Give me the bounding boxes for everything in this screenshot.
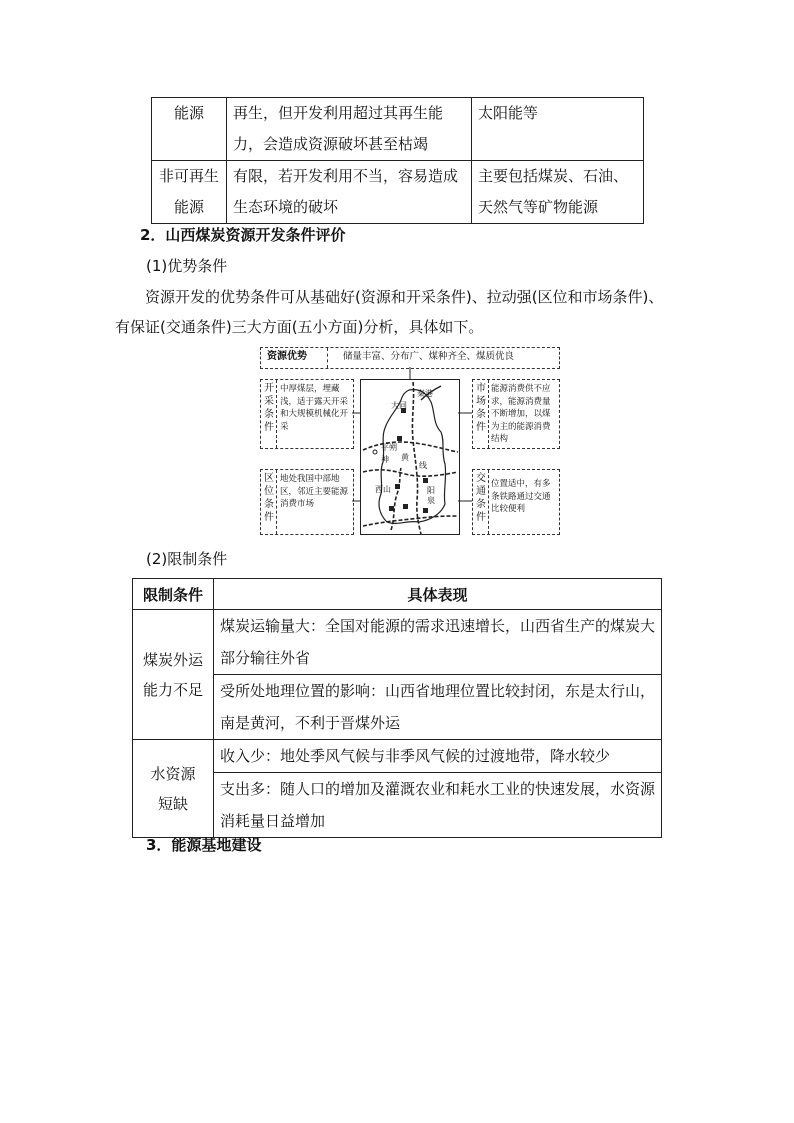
detail-cell: 收入少：地处季风气候与非季风气候的过渡地带，降水较少 bbox=[214, 740, 662, 773]
energy-feature-cell: 再生，但开发利用超过其再生能力，会造成资源破坏甚至枯竭 bbox=[227, 98, 472, 161]
location-text: 地处我国中部地区，邻近主要能源消费市场 bbox=[280, 474, 349, 509]
map-label-xishan: 西山 bbox=[375, 485, 391, 494]
market-box bbox=[472, 379, 560, 449]
shanxi-coal-diagram bbox=[260, 347, 560, 535]
map-label-yangquan: 阳泉 bbox=[427, 486, 435, 505]
energy-example-cell: 太阳能等 bbox=[472, 98, 644, 161]
energy-table bbox=[151, 97, 644, 224]
energy-type-cell: 能源 bbox=[152, 98, 227, 161]
map-label-pingshuo: 平朔 bbox=[381, 443, 397, 452]
map-label-qinhuangdao: 秦港 bbox=[417, 389, 433, 398]
map-label-datong: 大同 bbox=[391, 401, 407, 410]
market-label: 市场条件 bbox=[476, 383, 486, 433]
table-row bbox=[133, 610, 662, 675]
mining-text: 中厚煤层，埋藏浅，适于露天开采和大规模机械化开采 bbox=[280, 384, 349, 432]
market-text: 能源消费供不应求，能源消费量不断增加，以煤为主的能源消费结构 bbox=[491, 384, 551, 444]
table-row bbox=[152, 161, 644, 224]
detail-cell: 支出多：随人口的增加及灌溉农业和耗水工业的快速发展，水资源消耗量日益增加 bbox=[214, 773, 662, 838]
transport-box bbox=[472, 469, 560, 535]
detail-cell: 煤炭运输量大：全国对能源的需求迅速增长，山西省生产的煤炭大部分输往外省 bbox=[214, 610, 662, 675]
paragraph: 资源开发的优势条件可从基础好(资源和开采条件)、拉动强(区位和市场条件)、有保证(交通条件)三大方面(五小方面)分析，具体如下。 bbox=[115, 288, 664, 336]
resource-box bbox=[260, 347, 560, 369]
category-cell: 水资源短缺 bbox=[150, 764, 196, 813]
transport-label: 交通条件 bbox=[476, 473, 486, 523]
energy-example-cell: 主要包括煤炭、石油、天然气等矿物能源 bbox=[472, 161, 644, 224]
column-header: 具体表现 bbox=[214, 579, 662, 610]
map-label-huang: 黄 bbox=[401, 453, 409, 462]
subheading-advantages: (1)优势条件 bbox=[146, 257, 228, 275]
resource-label: 资源优势 bbox=[267, 351, 307, 362]
section-heading: 2．山西煤炭资源开发条件评价 bbox=[140, 226, 346, 244]
column-header: 限制条件 bbox=[133, 579, 214, 610]
table-row bbox=[152, 98, 644, 161]
transport-text: 位置适中，有多条铁路通过交通比较便利 bbox=[491, 479, 551, 514]
energy-feature-cell: 有限，若开发利用不当，容易造成生态环境的破坏 bbox=[227, 161, 472, 224]
mining-label: 开采条件 bbox=[264, 383, 274, 433]
resource-text: 储量丰富、分布广、煤种齐全、煤质优良 bbox=[343, 351, 515, 362]
location-box bbox=[260, 469, 354, 535]
section-heading: 3．能源基地建设 bbox=[146, 836, 262, 854]
map-label-xian: 线 bbox=[419, 461, 427, 470]
table-header-row bbox=[133, 579, 662, 610]
table-row bbox=[133, 740, 662, 773]
map-label-shen: 神 bbox=[381, 455, 389, 464]
shanxi-map bbox=[360, 379, 460, 535]
category-cell: 煤炭外运能力不足 bbox=[142, 650, 203, 699]
map-svg bbox=[361, 380, 459, 534]
mining-box bbox=[260, 379, 354, 449]
detail-cell: 受所处地理位置的影响：山西省地理位置比较封闭，东是太行山，南是黄河，不利于晋煤外运 bbox=[214, 675, 662, 740]
subheading-limitations: (2)限制条件 bbox=[146, 550, 228, 568]
energy-type-cell: 非可再生能源 bbox=[152, 161, 227, 224]
limitations-table bbox=[132, 578, 662, 838]
location-label: 区位条件 bbox=[264, 473, 274, 523]
